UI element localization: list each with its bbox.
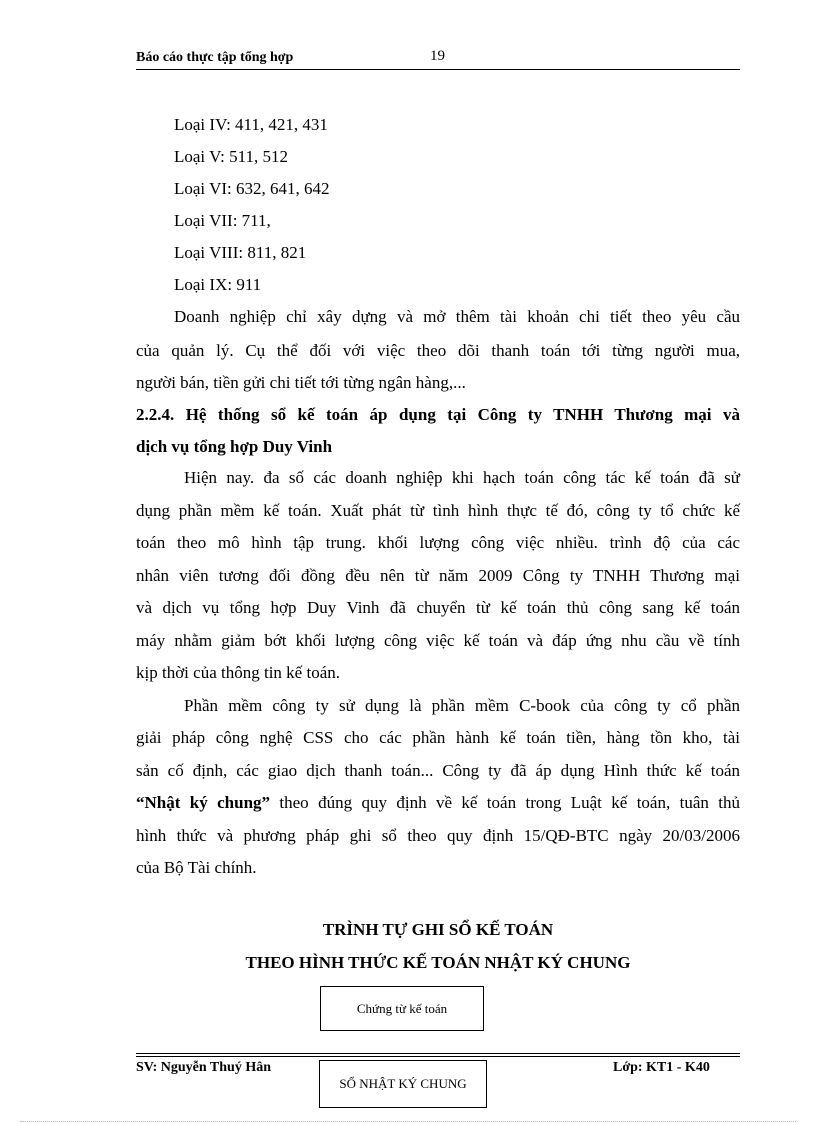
footer-class: Lớp: KT1 - K40 (613, 1060, 710, 1075)
diagram-box-general-journal (319, 1060, 487, 1108)
paragraph-line: kịp thời của thông tin kế toán. (136, 663, 340, 682)
page-number: 19 (430, 48, 445, 64)
paragraph-line: người bán, tiền gửi chi tiết tới từng ngân hàng,... (136, 373, 466, 392)
diagram-title: TRÌNH TỰ GHI SỔ KẾ TOÁN (322, 920, 554, 939)
page-edge-dots (20, 1121, 796, 1122)
box-label: SỔ NHẬT KÝ CHUNG (339, 1076, 467, 1091)
paragraph-line: sản cố định, các giao dịch thanh toán... Công ty đã áp dụng Hình thức kế toán (136, 761, 740, 780)
paragraph-line (136, 793, 740, 813)
header-rule (136, 69, 740, 70)
paragraph-line: dụng phần mềm kế toán. Xuất phát từ tình hình thực tế đó, công ty tổ chức kế (136, 501, 740, 520)
paragraph-line: Doanh nghiệp chỉ xây dựng và mở thêm tài khoản chi tiết theo yêu cầu (174, 307, 740, 326)
box-label: Chứng từ kế toán (356, 1000, 448, 1016)
footer-student: SV: Nguyễn Thuý Hân (136, 1060, 272, 1075)
paragraph-line: Hiện nay. đa số các doanh nghiệp khi hạch toán công tác kế toán đã sử (184, 468, 740, 487)
section-heading: dịch vụ tổng hợp Duy Vinh (136, 437, 333, 456)
class-line: Loại VIII: 811, 821 (174, 243, 307, 262)
class-line: Loại IX: 911 (174, 275, 262, 294)
footer-rule (136, 1056, 740, 1057)
paragraph-line: của Bộ Tài chính. (136, 858, 257, 877)
paragraph-line: của quản lý. Cụ thể đối với việc theo dõi thanh toán tới từng người mua, (136, 341, 740, 360)
diagram-box-vouchers (320, 986, 484, 1031)
paragraph-line: giải pháp công nghệ CSS cho các phần hành kế toán tiền, hàng tồn kho, tài (136, 728, 740, 747)
paragraph-line: toán theo mô hình tập trung. khối lượng công việc nhiều. trình độ của các (136, 533, 740, 552)
paragraph-line: nhân viên tương đối đồng đều nên từ năm 2009 Công ty TNHH Thương mại (136, 566, 740, 585)
class-line: Loại VI: 632, 641, 642 (174, 179, 330, 198)
diagram-subtitle: THEO HÌNH THỨC KẾ TOÁN NHẬT KÝ CHUNG (245, 953, 631, 972)
section-heading: 2.2.4. Hệ thống sổ kế toán áp dụng tại Công ty TNHH Thương mại và (136, 405, 740, 424)
class-line: Loại VII: 711, (174, 211, 271, 230)
paragraph-line: và dịch vụ tổng hợp Duy Vinh đã chuyển từ kế toán thủ công sang kế toán (136, 598, 740, 617)
class-line: Loại IV: 411, 421, 431 (174, 115, 328, 134)
paragraph-line: Phần mềm công ty sử dụng là phần mềm C-book của công ty cổ phần (184, 696, 740, 715)
paragraph-line: máy nhằm giảm bớt khối lượng công việc kế toán và đáp ứng nhu cầu về tính (136, 631, 740, 650)
paragraph-line: hình thức và phương pháp ghi sổ theo quy định 15/QĐ-BTC ngày 20/03/2006 (136, 826, 740, 845)
bold-phrase: “Nhật ký chung” (136, 793, 271, 812)
header-title: Báo cáo thực tập tổng hợp (136, 50, 294, 65)
class-line: Loại V: 511, 512 (174, 147, 288, 166)
page-header (136, 48, 740, 70)
footer-rule (136, 1053, 740, 1054)
paragraph-text: theo đúng quy định về kế toán trong Luật kế toán, tuân thủ (270, 793, 740, 812)
